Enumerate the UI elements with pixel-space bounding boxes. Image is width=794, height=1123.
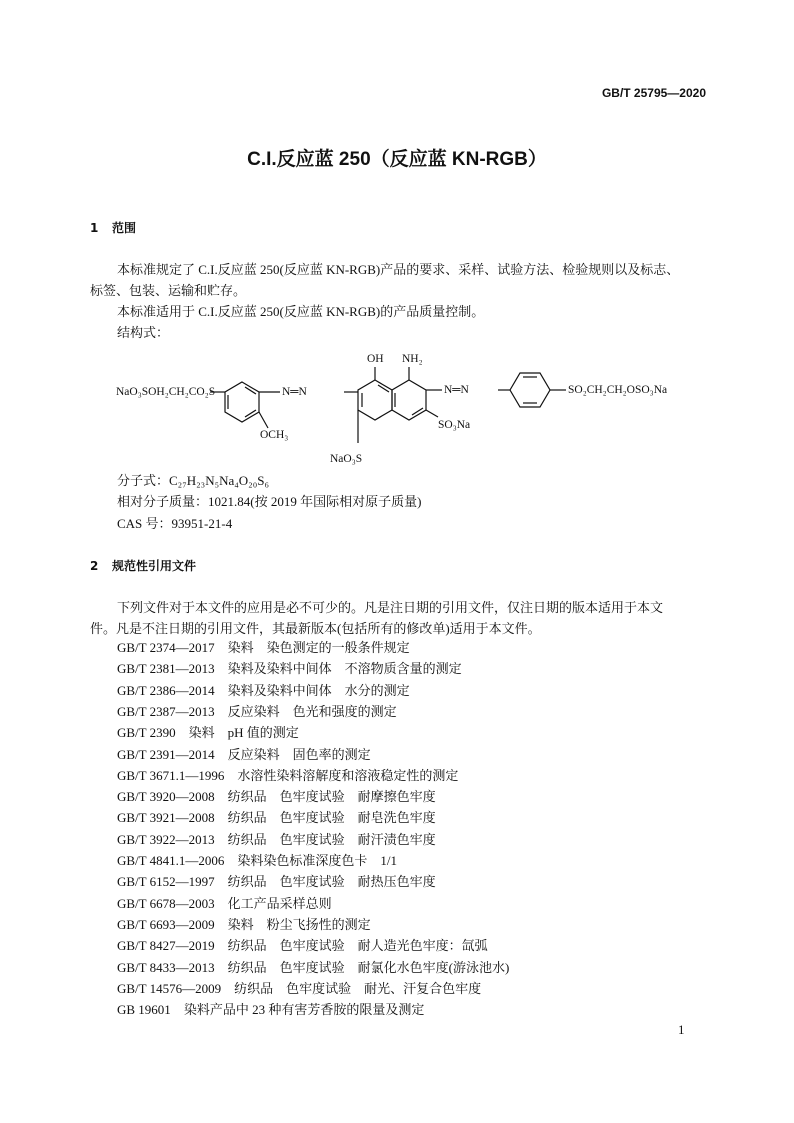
reference-title: 染料 pH 值的测定 xyxy=(188,725,299,741)
reference-gap xyxy=(215,874,228,889)
double-bond xyxy=(412,408,423,415)
double-bond xyxy=(245,387,256,394)
right-substituent: SO₂CH₂CH₂OSO₃Na xyxy=(568,384,668,396)
section-title: 范围 xyxy=(112,221,137,235)
hydroxy-group: OH xyxy=(367,353,384,365)
reference-gap xyxy=(215,832,228,847)
molecular-mass: 相对分子质量：1021.84(按 2019 年国际相对原子质量) xyxy=(117,494,422,509)
reference-code: GB/T 2374—2017 xyxy=(117,640,215,655)
reference-title: 染料及染料中间体 不溶物质含量的测定 xyxy=(227,661,462,677)
molecular-formula: 分子式：C₂₇H₂₃N₅Na₄O₂₀S₆ xyxy=(117,473,270,488)
reference-gap xyxy=(215,810,228,825)
references-intro-line: 下列文件对于本文件的应用是必不可少的。凡是注日期的引用文件，仅注日期的版本适用于本文 xyxy=(117,600,664,615)
reference-item xyxy=(117,747,371,763)
reference-gap xyxy=(224,768,237,783)
azo-group-left: N═N xyxy=(282,386,307,398)
reference-item xyxy=(117,789,436,805)
reference-code: GB/T 8427—2019 xyxy=(117,938,215,954)
reference-title: 反应染料 固色率的测定 xyxy=(227,746,371,762)
cas-number: CAS 号：93951-21-4 xyxy=(117,516,233,531)
reference-item xyxy=(117,725,299,741)
reference-item xyxy=(117,832,436,848)
reference-code: GB/T 3920—2008 xyxy=(117,789,215,805)
reference-item xyxy=(117,917,371,933)
reference-gap xyxy=(224,853,237,868)
reference-gap xyxy=(215,917,228,932)
double-bond xyxy=(245,410,256,417)
reference-gap xyxy=(215,896,228,911)
reference-title: 反应染料 色光和强度的测定 xyxy=(227,703,397,719)
sulfonate-right: SO₃Na xyxy=(438,419,471,431)
reference-code: GB/T 2390 xyxy=(117,725,176,741)
reference-gap xyxy=(215,747,228,762)
reference-item xyxy=(117,661,462,677)
naphthalene-ring-left xyxy=(358,380,392,420)
benzene-ring-left xyxy=(225,382,259,422)
section-1-heading xyxy=(90,220,136,236)
reference-title: 纺织品 色牢度试验 耐光、汗复合色牢度 xyxy=(234,980,482,996)
reference-item xyxy=(117,896,332,912)
reference-code: GB/T 2386—2014 xyxy=(117,682,215,698)
reference-gap xyxy=(176,725,189,740)
reference-item xyxy=(117,1002,424,1018)
reference-item xyxy=(117,853,397,869)
reference-code: GB 19601 xyxy=(117,1002,171,1018)
reference-code: GB/T 4841.1—2006 xyxy=(117,853,225,868)
reference-item xyxy=(117,938,488,954)
reference-title: 纺织品 色牢度试验 耐摩擦色牢度 xyxy=(227,789,436,805)
reference-item xyxy=(117,768,458,784)
reference-code: GB/T 14576—2009 xyxy=(117,980,222,996)
structure-label: 结构式： xyxy=(117,325,170,340)
left-substituent: NaO₃SOH₂CH₂CO₂S xyxy=(116,386,216,398)
reference-code: GB/T 3922—2013 xyxy=(117,831,215,847)
methoxy-group: OCH₃ xyxy=(260,429,289,441)
reference-title: 纺织品 色牢度试验 耐汗渍色牢度 xyxy=(227,831,436,847)
document-title: C.I.反应蓝 250（反应蓝 KN-RGB） xyxy=(247,149,547,170)
section-title: 规范性引用文件 xyxy=(112,559,197,573)
reference-code: GB/T 8433—2013 xyxy=(117,959,215,975)
reference-gap xyxy=(171,1002,184,1017)
reference-code: GB/T 3671.1—1996 xyxy=(117,767,225,783)
references-intro-line: 件。凡是不注日期的引用文件，其最新版本(包括所有的修改单)适用于本文件。 xyxy=(90,621,541,636)
reference-title: 染料 粉尘飞扬性的测定 xyxy=(227,916,371,932)
reference-gap xyxy=(215,960,228,975)
section-2-heading xyxy=(90,558,196,574)
reference-code: GB/T 6693—2009 xyxy=(117,916,215,932)
reference-item xyxy=(117,640,410,656)
reference-gap xyxy=(215,683,228,698)
structure-bonds xyxy=(110,345,690,470)
naphthalene-ring-right xyxy=(392,380,426,420)
reference-title: 纺织品 色牢度试验 耐皂洗色牢度 xyxy=(227,810,436,826)
reference-gap xyxy=(215,640,228,655)
reference-code: GB/T 2391—2014 xyxy=(117,746,215,762)
reference-item xyxy=(117,704,397,720)
reference-title: 纺织品 色牢度试验 耐氯化水色牢度(游泳池水) xyxy=(227,959,510,975)
reference-item xyxy=(117,960,509,976)
bond xyxy=(259,412,268,428)
reference-item xyxy=(117,810,436,826)
scope-applicability: 本标准适用于 C.I.反应蓝 250(反应蓝 KN-RGB)的产品质量控制。 xyxy=(117,304,485,319)
reference-code: GB/T 2387—2013 xyxy=(117,703,215,719)
reference-gap xyxy=(215,661,228,676)
standard-number: GB/T 25795—2020 xyxy=(601,86,706,100)
structural-formula xyxy=(110,345,690,470)
reference-code: GB/T 6152—1997 xyxy=(117,874,215,890)
reference-title: 化工产品采样总则 xyxy=(227,895,332,911)
reference-item xyxy=(117,874,436,890)
reference-code: GB/T 2381—2013 xyxy=(117,661,215,677)
sulfonate-bottom: NaO₃S xyxy=(330,453,363,465)
scope-paragraph-line: 标签、包装、运输和贮存。 xyxy=(90,283,247,298)
reference-title: 染料 染色测定的一般条件规定 xyxy=(227,640,410,655)
section-number: 2 xyxy=(90,559,99,573)
reference-code: GB/T 6678—2003 xyxy=(117,895,215,911)
double-bond xyxy=(378,385,389,392)
azo-group-right: N═N xyxy=(444,384,469,396)
reference-item xyxy=(117,683,410,699)
reference-gap xyxy=(221,981,234,996)
section-number: 1 xyxy=(90,221,99,235)
amino-group: NH₂ xyxy=(402,353,423,365)
reference-title: 纺织品 色牢度试验 耐人造光色牢度：氙弧 xyxy=(227,938,488,954)
reference-title: 染料产品中 23 种有害芳香胺的限量及测定 xyxy=(183,1002,425,1018)
reference-gap xyxy=(215,938,228,953)
reference-title: 染料染色标准深度色卡 1/1 xyxy=(237,853,398,868)
reference-code: GB/T 3921—2008 xyxy=(117,810,215,826)
reference-gap xyxy=(215,704,228,719)
reference-gap xyxy=(215,789,228,804)
page-number: 1 xyxy=(678,1022,685,1037)
benzene-ring-right xyxy=(510,373,550,407)
reference-title: 纺织品 色牢度试验 耐热压色牢度 xyxy=(227,874,436,890)
bond xyxy=(426,410,438,417)
scope-paragraph-line: 本标准规定了 C.I.反应蓝 250(反应蓝 KN-RGB)产品的要求、采样、试验方法、检验规则以及标志、 xyxy=(117,262,680,277)
reference-title: 水溶性染料溶解度和溶液稳定性的测定 xyxy=(237,767,459,783)
reference-item xyxy=(117,981,481,997)
reference-title: 染料及染料中间体 水分的测定 xyxy=(227,682,410,698)
